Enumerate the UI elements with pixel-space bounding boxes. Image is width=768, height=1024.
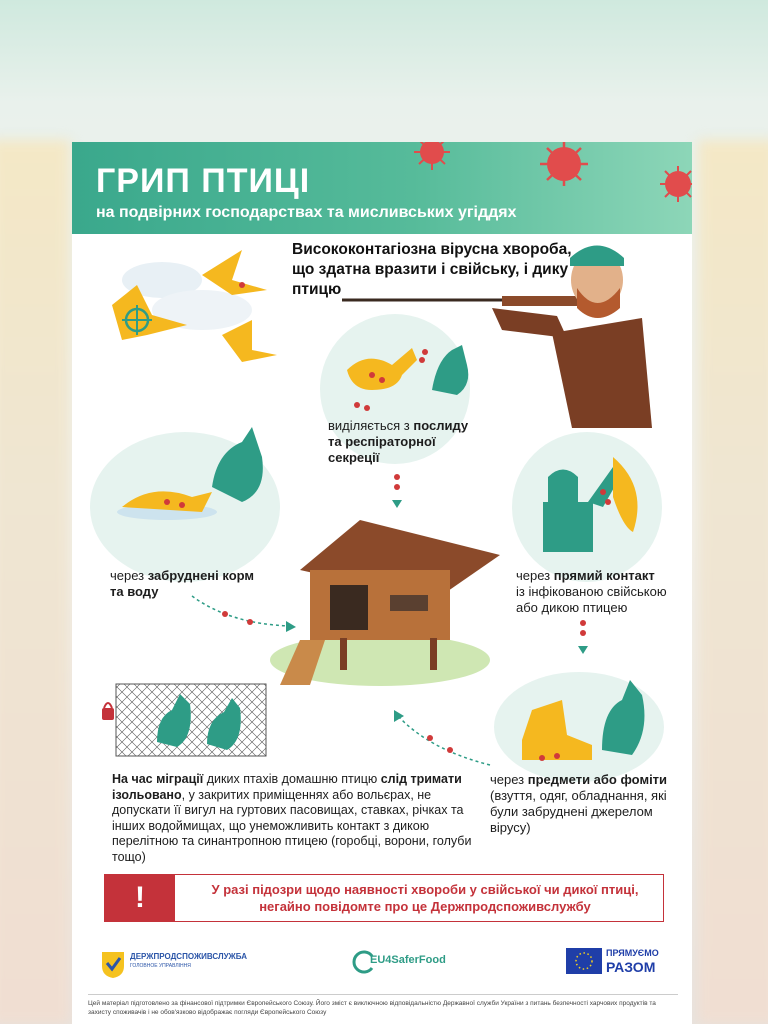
intro-text: Висококонтагіозна вірусна хвороба, що здатна вразити і свійську, і дику птицю	[292, 241, 572, 298]
dead-duck-and-hen-illustration	[112, 417, 272, 527]
fenced-hens-illustration	[102, 682, 272, 762]
background-blur-right	[698, 140, 768, 1024]
isolation-text	[112, 772, 472, 865]
alert-banner	[104, 874, 664, 922]
page-title: ГРИП ПТИЦІ	[96, 162, 311, 200]
secretions-bold: послиду та респіраторної секреції	[328, 418, 469, 465]
logo-row	[72, 942, 692, 986]
virus-icon	[656, 162, 692, 206]
logo-right-top: ПРЯМУЄМО	[606, 948, 659, 958]
shield-check-icon	[98, 948, 128, 978]
arrow-down-icon	[390, 472, 404, 512]
background-blur-left	[0, 140, 70, 1024]
virus-icon	[412, 142, 452, 172]
arrow-to-coop	[390, 710, 500, 770]
isolation-lead: На час міграції	[112, 772, 207, 786]
alert-text: У разі підозри щодо наявності хвороби у свійської чи дикої птиці, негайно повідомте про це Держпродспоживслужбу	[211, 882, 639, 914]
eu-flag-icon	[566, 948, 602, 974]
feed-prefix: через	[110, 568, 148, 583]
isolation-bold: слід тримати ізольовано	[112, 772, 462, 802]
page-subtitle: на подвірних господарствах та мисливських угіддях	[96, 204, 517, 221]
isolation-rest: , у закритих приміщеннях або вольєрах, не допускати її вигул на гуртових пасовищах, ставках, річках та інших водоймищах, що унеможливить контакт з дикою перелітною та синантропною птицею (горобці, ворони, голуби тощо)	[112, 787, 472, 864]
contact-rest: із інфікованою свійською або дикою птицею	[516, 584, 667, 615]
virus-icon	[534, 142, 596, 192]
isolation-mid: диких птахів домашню птицю	[206, 772, 381, 786]
poster	[72, 142, 692, 1024]
contact-bold: прямий контакт	[553, 568, 655, 583]
duck-and-hen-illustration	[337, 330, 487, 420]
fomites-prefix: через	[490, 772, 528, 787]
contact-prefix: через	[516, 568, 554, 583]
logo-left-text: ДЕРЖПРОДСПОЖИВСЛУЖБА	[130, 952, 248, 961]
feed-bold: забруднені корм та воду	[110, 568, 255, 599]
fomites-bold: предмети або фоміти	[527, 772, 668, 787]
header-banner	[72, 142, 692, 234]
chicken-coop-illustration	[270, 510, 510, 690]
warning-icon: !	[105, 875, 175, 921]
footer-disclaimer: Цей матеріал підготовлено за фінансової підтримки Європейського Союзу. Його зміст є виключною відповідальністю Державної служби України з питань безпечності харчових продуктів та захисту споживачів і не обов'язково відображає погляди Європейського Союзу	[88, 994, 678, 1017]
flying-ducks-illustration	[92, 240, 292, 380]
logo-center-text: EU4SaferFood	[370, 954, 446, 966]
arrow-down-icon	[576, 618, 590, 658]
person-holding-duck-illustration	[528, 447, 668, 557]
secretions-prefix: виділяється з	[328, 418, 414, 433]
fomites-rest: (взуття, одяг, обладнання, які були забруднені джерелом вірусу)	[490, 788, 667, 835]
boot-and-hen-illustration	[512, 670, 662, 770]
contact-caption	[516, 568, 676, 616]
logo-left-subtext: ГОЛОВНОЕ УПРАВЛІННЯ	[130, 963, 191, 969]
fomites-caption	[490, 772, 670, 836]
secretions-caption	[328, 418, 478, 466]
logo-right-bottom: РАЗОМ	[606, 959, 656, 975]
